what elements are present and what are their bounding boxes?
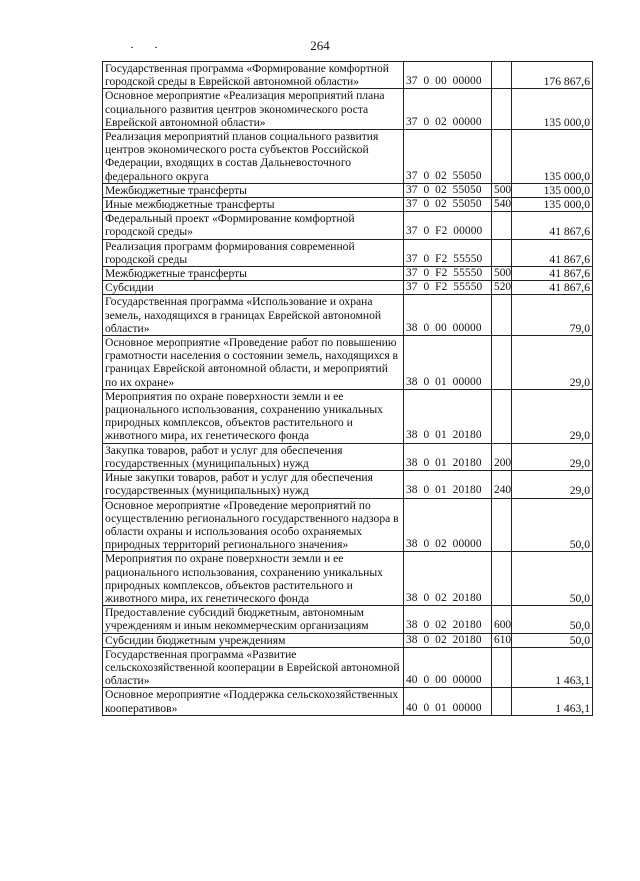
row-name-cell: Иные закупки товаров, работ и услуг для обеспечения государственных (муниципальных) нужд [103, 471, 404, 498]
table-row [103, 633, 593, 647]
page-number: 264 [310, 38, 330, 53]
row-name-cell: Основное мероприятие «Реализация мероприятий плана социального развития центров экономического роста Еврейской автономной области» [103, 89, 404, 130]
row-expense-type-cell [492, 647, 512, 688]
row-name-cell: Государственная программа «Развитие сельскохозяйственной кооперации в Еврейской автономной области» [103, 647, 404, 688]
row-expense-type-cell: 500 [492, 183, 512, 197]
row-amount-cell: 50,0 [512, 633, 593, 647]
table-row [103, 606, 593, 633]
row-name-cell: Государственная программа «Использование и охрана земель, находящихся в границах Еврейской автономной области» [103, 295, 404, 336]
row-code-cell: 38 0 01 20180 [404, 389, 492, 443]
row-expense-type-cell [492, 239, 512, 266]
row-code-cell: 38 0 01 00000 [404, 336, 492, 390]
row-expense-type-cell [492, 688, 512, 715]
row-name-cell: Предоставление субсидий бюджетным, автономным учреждениям и иным некоммерческим организациям [103, 606, 404, 633]
row-amount-cell: 1 463,1 [512, 647, 593, 688]
row-amount-cell: 50,0 [512, 606, 593, 633]
row-name-cell: Субсидии бюджетным учреждениям [103, 633, 404, 647]
row-code-cell: 37 0 F2 00000 [404, 212, 492, 239]
row-name-cell: Субсидии [103, 281, 404, 295]
row-expense-type-cell [492, 336, 512, 390]
row-code-cell: 38 0 00 00000 [404, 295, 492, 336]
row-expense-type-cell [492, 389, 512, 443]
row-name-cell: Мероприятия по охране поверхности земли и ее рационального использования, сохранению уникальных природных комплексов, объектов растительного и животного мира, их генетического фонда [103, 389, 404, 443]
row-amount-cell: 1 463,1 [512, 688, 593, 715]
row-name-cell: Основное мероприятие «Проведение мероприятий по осуществлению регионального государственного надзора в области охраны и использования особо охраняемых природных территорий регионального значения» [103, 498, 404, 552]
row-expense-type-cell [492, 498, 512, 552]
table-row [103, 647, 593, 688]
row-amount-cell: 29,0 [512, 389, 593, 443]
row-amount-cell: 135 000,0 [512, 183, 593, 197]
row-expense-type-cell [492, 130, 512, 184]
table-row [103, 443, 593, 470]
row-amount-cell: 135 000,0 [512, 89, 593, 130]
scan-speck [131, 47, 133, 48]
row-code-cell: 37 0 02 55050 [404, 198, 492, 212]
table-row [103, 552, 593, 606]
table-row [103, 198, 593, 212]
row-expense-type-cell: 200 [492, 443, 512, 470]
row-expense-type-cell: 240 [492, 471, 512, 498]
row-code-cell: 37 0 F2 55550 [404, 267, 492, 281]
row-amount-cell: 41 867,6 [512, 239, 593, 266]
row-code-cell: 40 0 01 00000 [404, 688, 492, 715]
row-code-cell: 38 0 02 20180 [404, 552, 492, 606]
row-amount-cell: 29,0 [512, 336, 593, 390]
row-code-cell: 38 0 01 20180 [404, 443, 492, 470]
table-row [103, 295, 593, 336]
table-row [103, 239, 593, 266]
table-row [103, 267, 593, 281]
row-code-cell: 37 0 00 00000 [404, 62, 492, 89]
row-name-cell: Реализация программ формирования современной городской среды [103, 239, 404, 266]
row-amount-cell: 135 000,0 [512, 198, 593, 212]
row-code-cell: 37 0 F2 55550 [404, 239, 492, 266]
table-row [103, 281, 593, 295]
table-row [103, 89, 593, 130]
budget-table [102, 61, 593, 716]
row-amount-cell: 29,0 [512, 471, 593, 498]
table-row [103, 62, 593, 89]
row-code-cell: 37 0 02 55050 [404, 183, 492, 197]
row-amount-cell: 41 867,6 [512, 212, 593, 239]
row-amount-cell: 41 867,6 [512, 267, 593, 281]
budget-table-body [103, 62, 593, 716]
row-code-cell: 38 0 02 00000 [404, 498, 492, 552]
row-code-cell: 37 0 02 00000 [404, 89, 492, 130]
row-amount-cell: 79,0 [512, 295, 593, 336]
table-row [103, 212, 593, 239]
scan-speck [155, 47, 157, 48]
row-name-cell: Иные межбюджетные трансферты [103, 198, 404, 212]
row-amount-cell: 50,0 [512, 498, 593, 552]
row-amount-cell: 29,0 [512, 443, 593, 470]
row-name-cell: Федеральный проект «Формирование комфортной городской среды» [103, 212, 404, 239]
table-row [103, 688, 593, 715]
row-name-cell: Государственная программа «Формирование комфортной городской среды в Еврейской автономной области» [103, 62, 404, 89]
row-expense-type-cell: 610 [492, 633, 512, 647]
row-expense-type-cell: 500 [492, 267, 512, 281]
row-name-cell: Мероприятия по охране поверхности земли и ее рационального использования, сохранению уникальных природных комплексов, объектов растительного и животного мира, их генетического фонда [103, 552, 404, 606]
row-expense-type-cell: 520 [492, 281, 512, 295]
row-expense-type-cell: 600 [492, 606, 512, 633]
row-amount-cell: 176 867,6 [512, 62, 593, 89]
row-code-cell: 38 0 01 20180 [404, 471, 492, 498]
row-name-cell: Межбюджетные трансферты [103, 183, 404, 197]
row-code-cell: 40 0 00 00000 [404, 647, 492, 688]
row-name-cell: Закупка товаров, работ и услуг для обеспечения государственных (муниципальных) нужд [103, 443, 404, 470]
row-code-cell: 38 0 02 20180 [404, 606, 492, 633]
table-row [103, 498, 593, 552]
row-name-cell: Межбюджетные трансферты [103, 267, 404, 281]
row-code-cell: 38 0 02 20180 [404, 633, 492, 647]
table-row [103, 183, 593, 197]
table-row [103, 336, 593, 390]
row-code-cell: 37 0 F2 55550 [404, 281, 492, 295]
row-amount-cell: 41 867,6 [512, 281, 593, 295]
table-row [103, 471, 593, 498]
row-name-cell: Основное мероприятие «Проведение работ по повышению грамотности населения о состоянии земель, находящихся в границах Еврейской автономной области, и мероприятий по их охране» [103, 336, 404, 390]
row-expense-type-cell [492, 212, 512, 239]
row-amount-cell: 135 000,0 [512, 130, 593, 184]
row-expense-type-cell [492, 89, 512, 130]
row-code-cell: 37 0 02 55050 [404, 130, 492, 184]
row-name-cell: Основное мероприятие «Поддержка сельскохозяйственных кооперативов» [103, 688, 404, 715]
row-expense-type-cell [492, 295, 512, 336]
row-expense-type-cell [492, 552, 512, 606]
row-name-cell: Реализация мероприятий планов социального развития центров экономического роста субъектов Российской Федерации, входящих в состав Дальневосточного федерального округа [103, 130, 404, 184]
row-expense-type-cell [492, 62, 512, 89]
row-expense-type-cell: 540 [492, 198, 512, 212]
table-row [103, 130, 593, 184]
table-row [103, 389, 593, 443]
row-amount-cell: 50,0 [512, 552, 593, 606]
